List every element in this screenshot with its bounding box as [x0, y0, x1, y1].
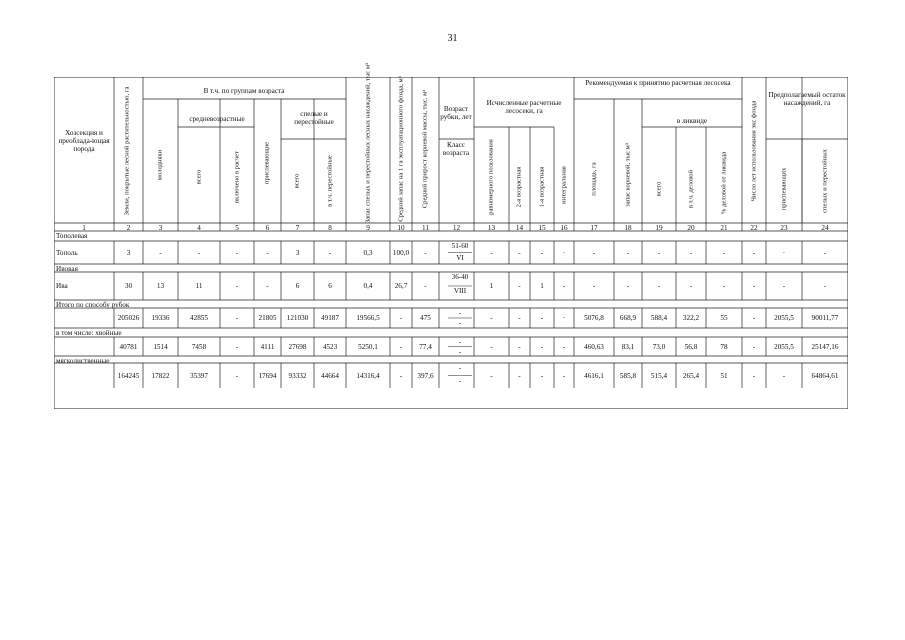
- column-number: 11: [422, 224, 429, 232]
- column-number: 9: [366, 224, 370, 232]
- page-number: 31: [447, 33, 458, 44]
- header-liquid-total: всего: [655, 181, 663, 197]
- table-cell: -: [540, 371, 544, 380]
- table-cell: 397,6: [417, 371, 434, 380]
- header-young: молодняки: [156, 149, 164, 181]
- column-number: 23: [780, 224, 788, 232]
- table-cell: 515,4: [650, 371, 668, 380]
- header-second-age: 2-я возрастная: [515, 166, 523, 208]
- table-cell: 78: [720, 342, 728, 351]
- table-cell: 100,0: [392, 248, 410, 257]
- table-cell: 27698: [288, 342, 307, 351]
- table-cell: 0,3: [363, 248, 373, 257]
- table-cell: -: [328, 248, 332, 257]
- row-label: Ива: [56, 282, 68, 290]
- table-cell: -: [562, 282, 566, 290]
- column-number: 8: [328, 224, 332, 232]
- row-label: Тополь: [56, 248, 78, 257]
- age-range-cell: 36-40: [451, 273, 469, 281]
- table-cell: -: [782, 282, 786, 290]
- table-cell: 164245: [117, 371, 140, 380]
- table-cell: -: [722, 248, 726, 257]
- table-cell: -: [518, 342, 521, 351]
- table-cell: 460,63: [584, 342, 604, 351]
- section-label: Тополевая: [56, 232, 88, 240]
- column-number: 21: [720, 224, 728, 232]
- table-cell: 585,8: [619, 371, 637, 380]
- age-class-cell: -: [458, 376, 462, 385]
- table-cell: 21805: [258, 314, 277, 322]
- table-cell: -: [235, 342, 239, 351]
- table-cell: -: [592, 248, 596, 257]
- table-cell: 19336: [151, 314, 170, 322]
- column-number: 24: [821, 224, 829, 232]
- table-cell: -: [235, 371, 239, 380]
- column-number: 3: [158, 224, 163, 232]
- table-cell: ·: [562, 248, 566, 257]
- header-uniform: равномерного пользования: [487, 139, 495, 215]
- column-number: 18: [624, 224, 632, 232]
- header-years-use: Число лет использования экс фонда: [750, 100, 758, 202]
- header-middle-total: всего: [195, 169, 203, 185]
- table-cell: -: [518, 282, 521, 290]
- header-col2: Земли, покрытые лесной растительностью, га: [123, 86, 131, 216]
- age-range-cell: -: [458, 338, 462, 346]
- table-cell: 40781: [119, 342, 138, 351]
- column-number: 15: [538, 224, 546, 232]
- column-number: 4: [197, 224, 201, 232]
- table-cell: 3: [295, 248, 300, 257]
- table-cell: 64864,61: [811, 371, 839, 380]
- column-number: 20: [687, 224, 695, 232]
- table-cell: 25147,16: [811, 342, 839, 351]
- table-cell: 5076,8: [584, 314, 604, 322]
- table-cell: 5250,1: [358, 342, 378, 351]
- table-cell: 4111: [260, 342, 275, 351]
- header-remaining-mature: спелых и перестойных: [821, 149, 829, 213]
- section-label: в том числе: хвойные: [56, 329, 122, 337]
- table-cell: -: [540, 342, 544, 351]
- column-number: 12: [452, 224, 461, 232]
- header-col10: Средний запас на 1 га эксплуатационного фонда, м³: [397, 76, 405, 222]
- table-cell: -: [490, 314, 493, 322]
- table-cell: 121030: [286, 314, 309, 322]
- table-cell: 1: [540, 282, 544, 290]
- section-label: мягколиственные: [56, 357, 110, 365]
- section-label: Итого по способу рубок: [56, 301, 130, 309]
- table-cell: ·: [562, 314, 566, 322]
- table-cell: 7458: [191, 342, 207, 351]
- header-mature-total: всего: [293, 173, 301, 189]
- header-business: в т.ч. деловой: [687, 169, 695, 209]
- header-age-groups: В т.ч. по группам возраста: [203, 87, 285, 95]
- table-cell: 93332: [288, 371, 307, 380]
- table-cell: -: [657, 248, 661, 257]
- age-range-cell: -: [458, 364, 462, 372]
- table-cell: -: [266, 282, 269, 290]
- header-col11: Средний прирост корневой массы, тыс. м³: [421, 89, 429, 209]
- table-cell: 55: [720, 314, 728, 322]
- table-cell: -: [562, 371, 566, 380]
- table-cell: -: [540, 314, 544, 322]
- table-cell: -: [235, 282, 239, 290]
- age-range-cell: 51-60: [451, 242, 469, 250]
- column-number: 7: [295, 224, 300, 232]
- age-class-cell: -: [458, 347, 462, 356]
- table-cell: 17822: [151, 371, 170, 380]
- column-number: 16: [560, 224, 568, 232]
- table-cell: 0,4: [363, 282, 373, 290]
- header-area: площадь, га: [590, 162, 598, 196]
- table-cell: 90011,77: [811, 314, 839, 322]
- column-number: 5: [235, 224, 239, 232]
- table-cell: 668,9: [619, 314, 637, 322]
- column-number: 6: [265, 224, 270, 232]
- header-col1: Хозсекция и преоблада-ющая порода: [58, 129, 110, 153]
- table-cell: -: [722, 282, 726, 290]
- table-cell: 265,4: [682, 371, 700, 380]
- table-cell: -: [490, 248, 493, 257]
- table-cell: -: [399, 342, 403, 351]
- table-cell: -: [752, 248, 756, 257]
- age-class-cell: VI: [456, 253, 464, 262]
- header-integral: интегральная: [560, 166, 568, 204]
- header-recommended: Рекомендуемая к принятию расчетная лесосека: [585, 79, 731, 87]
- table-cell: 588,4: [650, 314, 668, 322]
- table-cell: -: [562, 342, 566, 351]
- header-mature-overmature: спелые и перестойные: [294, 110, 334, 126]
- header-liquid: в ликвиде: [676, 117, 708, 125]
- table-cell: 2055,5: [774, 342, 794, 351]
- table-cell: -: [752, 314, 756, 322]
- table-cell: 4523: [322, 342, 338, 351]
- header-business-pct: % деловой от ликвида: [720, 151, 728, 215]
- table-cell: -: [235, 314, 239, 322]
- header-middle-included: включено в расчет: [233, 151, 241, 203]
- header-calculated: Исчисленные расчетные лесосеки, га: [486, 99, 562, 115]
- column-number: 1: [82, 224, 86, 232]
- header-felling-age: Возраст рубки, лет: [440, 105, 472, 121]
- table-cell: ·: [782, 248, 786, 257]
- table-cell: 35397: [190, 371, 208, 380]
- table-cell: -: [782, 371, 786, 380]
- table-cell: -: [266, 248, 269, 257]
- table-cell: 1: [489, 282, 494, 290]
- table-cell: -: [626, 248, 630, 257]
- column-number: 22: [750, 224, 758, 232]
- table-cell: -: [626, 282, 630, 290]
- header-maturing: приспевающие: [263, 141, 271, 185]
- forest-felling-table: [54, 62, 848, 409]
- table-cell: 475: [420, 314, 431, 322]
- table-cell: 13: [156, 282, 165, 290]
- table-cell: 30: [124, 282, 133, 290]
- header-mature-incl-overmature: в т.ч. перестойные: [326, 155, 334, 207]
- column-number: 19: [655, 224, 663, 232]
- table-cell: 6: [295, 282, 300, 290]
- age-range-cell: -: [458, 309, 462, 317]
- table-cell: 83,1: [621, 342, 635, 351]
- header-middle-aged: средневозрастные: [189, 115, 245, 123]
- table-cell: -: [752, 371, 756, 380]
- table-cell: 77,4: [419, 342, 432, 351]
- table-cell: -: [518, 371, 521, 380]
- section-label: Ивовая: [56, 265, 78, 273]
- table-cell: 44664: [321, 371, 339, 380]
- table-cell: -: [752, 342, 756, 351]
- table-cell: -: [518, 248, 521, 257]
- table-cell: -: [399, 314, 403, 322]
- table-cell: 14316,4: [356, 371, 380, 380]
- table-cell: -: [490, 342, 493, 351]
- table-cell: 17694: [258, 371, 277, 380]
- table-cell: 51: [720, 371, 728, 380]
- table-cell: 4616,1: [584, 371, 604, 380]
- age-class-cell: VIII: [453, 287, 467, 295]
- table-cell: 49187: [321, 314, 339, 322]
- header-root-stock: запас корневой, тыс м³: [624, 143, 632, 207]
- header-remaining-maturing: приспевающих: [780, 167, 788, 211]
- table-cell: -: [823, 282, 827, 290]
- table-cell: 56,8: [684, 342, 698, 351]
- table-cell: -: [197, 248, 201, 257]
- table-cell: -: [592, 282, 596, 290]
- column-number: 2: [126, 224, 131, 232]
- table-cell: -: [518, 314, 521, 322]
- table-cell: -: [657, 282, 661, 290]
- table-cell: -: [235, 248, 239, 257]
- table-cell: 26,7: [394, 282, 408, 290]
- table-cell: -: [159, 248, 162, 257]
- column-number: 14: [515, 224, 524, 232]
- table-cell: -: [540, 248, 544, 257]
- table-cell: -: [689, 248, 693, 257]
- table-cell: -: [424, 282, 427, 290]
- age-class-cell: -: [458, 319, 462, 327]
- table-cell: 1514: [153, 342, 168, 351]
- table-cell: 3: [126, 248, 131, 257]
- table-cell: 6: [328, 282, 332, 290]
- table-cell: -: [689, 282, 693, 290]
- header-remaining: Предполагаемый остаток насаждений, га: [768, 91, 846, 107]
- table-cell: 11: [195, 282, 203, 290]
- column-number: 17: [590, 224, 598, 232]
- table-cell: -: [490, 371, 493, 380]
- header-age-class: Класс возраста: [442, 141, 470, 157]
- table-cell: 73,0: [652, 342, 666, 351]
- table-cell: 322,2: [682, 314, 700, 322]
- column-number: 13: [487, 224, 496, 232]
- table-cell: 42855: [190, 314, 208, 322]
- header-col9: Запас спелых и перестойных лесных насаждений, тыс м³: [364, 62, 372, 224]
- table-cell: 19566,5: [356, 314, 380, 322]
- table-cell: -: [752, 282, 756, 290]
- column-number: 10: [397, 224, 405, 232]
- table-cell: -: [823, 248, 827, 257]
- table-cell: 205026: [117, 314, 140, 322]
- header-first-age: 1-я возрастная: [538, 166, 546, 208]
- table-cell: -: [399, 371, 403, 380]
- table-cell: 2055,5: [774, 314, 794, 322]
- table-cell: -: [424, 248, 427, 257]
